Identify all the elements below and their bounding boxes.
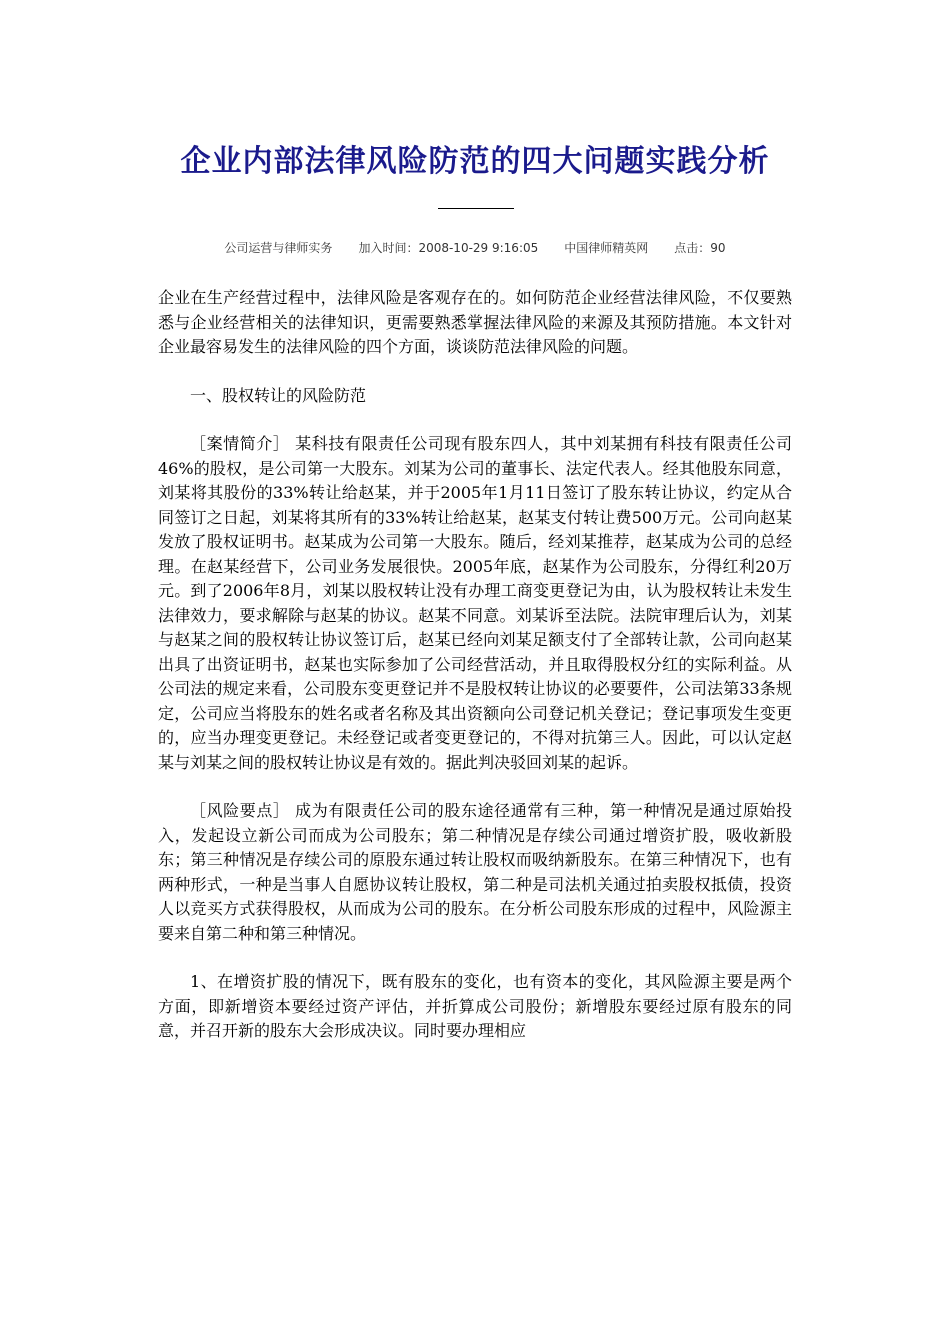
document-title: 企业内部法律风险防范的四大问题实践分析 bbox=[180, 144, 770, 179]
paragraph-case-summary: ［案情简介］ 某科技有限责任公司现有股东四人，其中刘某拥有科技有限责任公司46%的股权，是公司第一大股东。刘某为公司的董事长、法定代表人。经其他股东同意，刘某将其股份的33%转让给赵某，并于2005年1月11日签订了股东转让协议，约定从合同签订之日起，刘某将其所有的33%转让给赵某，赵某支付转让费500万元。公司向赵某发放了股权证明书。赵某成为公司第一大股东。随后，经刘某推荐，赵某成为公司的总经理。在赵某经营下，公司业务发展很快。2005年底，赵某作为公司股东，分得红利20万元。到了2006年8月，刘某以股权转让没有办理工商变更登记为由，认为股权转让未发生法律效力，要求解除与赵某的协议。赵某不同意。刘某诉至法院。法院审理后认为，刘某与赵某之间的股权转让协议签订后，赵某已经向刘某足额支付了全部转让款，公司向赵某出具了出资证明书，赵某也实际参加了公司经营活动，并且取得股权分红的实际利益。从公司法的规定来看，公司股东变更登记并不是股权转让协议的必要要件，公司法第33条规定，公司应当将股东的姓名或者名称及其出资额向公司登记机关登记；登记事项发生变更的，应当办理变更登记。未经登记或者变更登记的，不得对抗第三人。因此，可以认定赵某与刘某之间的股权转让协议是有效的。据此判决驳回刘某的起诉。 bbox=[158, 434, 792, 772]
title-divider bbox=[438, 208, 514, 209]
article-body bbox=[158, 286, 792, 1044]
paragraph-point-1: 1、在增资扩股的情况下，既有股东的变化，也有资本的变化，其风险源主要是两个方面，即新增资本要经过资产评估，并折算成公司股份；新增股东要经过原有股东的同意，并召开新的股东大会形成决议。同时要办理相应 bbox=[158, 972, 792, 1040]
meta-clicks: 点击：90 bbox=[674, 241, 726, 255]
article-meta bbox=[0, 238, 950, 258]
paragraph-risk-points: ［风险要点］ 成为有限责任公司的股东途径通常有三种，第一种情况是通过原始投入，发起设立新公司而成为公司股东；第二种情况是存续公司通过增资扩股，吸收新股东；第三种情况是存续公司的原股东通过转让股权而吸纳新股东。在第三种情况下，也有两种形式，一种是当事人自愿协议转让股权，第二种是司法机关通过拍卖股权抵债，投资人以竞买方式获得股权，从而成为公司的股东。在分析公司股东形成的过程中，风险源主要来自第二种和第三种情况。 bbox=[158, 801, 792, 943]
meta-added-time: 加入时间：2008-10-29 9:16:05 bbox=[358, 241, 539, 255]
paragraph-intro: 企业在生产经营过程中，法律风险是客观存在的。如何防范企业经营法律风险，不仅要熟悉与企业经营相关的法律知识，更需要熟悉掌握法律风险的来源及其预防措施。本文针对企业最容易发生的法律风险的四个方面，谈谈防范法律风险的问题。 bbox=[158, 288, 792, 356]
meta-source: 中国律师精英网 bbox=[564, 241, 649, 255]
section-heading-equity-transfer: 一、股权转让的风险防范 bbox=[190, 385, 367, 405]
meta-category: 公司运营与律师实务 bbox=[224, 241, 333, 255]
